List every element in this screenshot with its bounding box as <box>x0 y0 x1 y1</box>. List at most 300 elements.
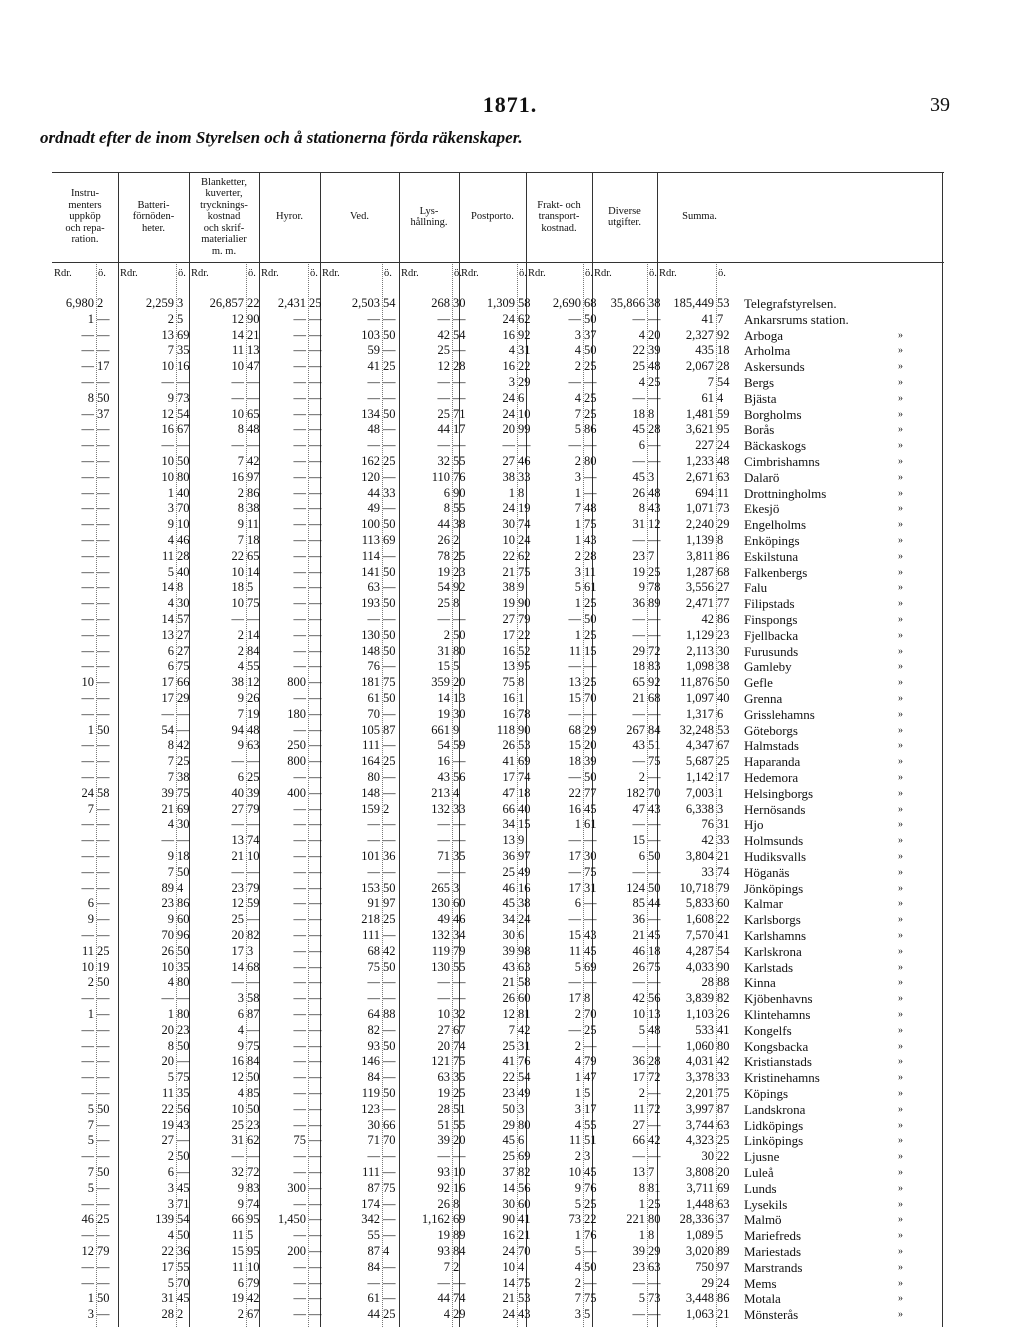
amount-rdr: — <box>81 327 94 342</box>
amount-rdr: 164 <box>361 754 380 769</box>
amount-ore: — <box>453 390 466 405</box>
amount-rdr: — <box>293 1275 306 1290</box>
amount-rdr: 3,808 <box>685 1165 714 1179</box>
amount-rdr: 75 <box>367 959 380 974</box>
amount-ore: 62 <box>247 1133 260 1148</box>
amount-rdr: 8 <box>638 501 645 516</box>
amount-rdr: — <box>293 943 306 958</box>
amount-ore: 80 <box>177 469 190 484</box>
station-name: Enköpings <box>744 533 800 548</box>
amount-rdr: 23 <box>161 896 174 911</box>
unit-ore-label: ö. <box>98 268 106 279</box>
amount-ore: 80 <box>453 643 466 658</box>
amount-ore: — <box>383 1291 396 1306</box>
amount-ore: 45 <box>648 928 661 942</box>
amount-rdr: 6 <box>167 643 174 658</box>
amount-ore: — <box>309 912 322 927</box>
amount-rdr: 6 <box>638 849 645 863</box>
amount-ore: 74 <box>247 833 260 848</box>
amount-rdr: 4,323 <box>685 1133 714 1148</box>
amount-ore: 4 <box>383 1244 390 1258</box>
amount-ore: 25 <box>383 912 396 927</box>
amount-rdr: 5 <box>574 1196 581 1211</box>
unit-ore-label: ö. <box>248 268 256 279</box>
amount-ore: — <box>97 1180 110 1195</box>
amount-rdr: 3,448 <box>685 1291 714 1306</box>
amount-ore: 4 <box>518 1259 525 1274</box>
amount-ore: 67 <box>717 738 730 753</box>
amount-rdr: 15 <box>568 928 581 942</box>
amount-rdr: 5 <box>167 1070 174 1085</box>
amount-ore: — <box>648 438 661 453</box>
amount-rdr: 44 <box>437 517 450 532</box>
amount-ore: 39 <box>247 785 260 800</box>
ditto-mark: » <box>898 1056 903 1068</box>
amount-rdr: 3,621 <box>685 422 714 437</box>
amount-ore: 50 <box>383 596 396 611</box>
amount-ore: 25 <box>97 943 110 958</box>
unit-ore-label: ö. <box>649 268 657 279</box>
amount-rdr: 25 <box>502 864 515 879</box>
amount-rdr: 27 <box>502 454 515 468</box>
amount-ore: 86 <box>717 1291 730 1306</box>
amount-ore: 42 <box>383 943 396 958</box>
amount-rdr: — <box>81 612 94 626</box>
amount-ore: 25 <box>717 1133 730 1148</box>
amount-rdr: 4 <box>508 343 515 358</box>
amount-ore: — <box>97 612 110 626</box>
amount-rdr: 17 <box>161 691 174 705</box>
amount-ore: 75 <box>247 596 260 611</box>
amount-rdr: 61 <box>367 1291 380 1306</box>
amount-ore: 80 <box>177 1007 190 1021</box>
amount-rdr: — <box>81 754 94 769</box>
amount-rdr: 23 <box>231 880 244 895</box>
amount-rdr: 21 <box>161 801 174 816</box>
amount-ore: — <box>584 912 597 927</box>
amount-ore: 6 <box>518 390 525 405</box>
amount-ore: 58 <box>518 975 531 990</box>
amount-rdr: — <box>632 612 645 626</box>
amount-rdr: 11 <box>161 548 174 563</box>
amount-ore: 38 <box>247 501 260 516</box>
amount-ore: 18 <box>177 849 190 863</box>
amount-ore: 98 <box>518 943 531 958</box>
amount-ore: — <box>97 738 110 753</box>
unit-rdr-label: Rdr. <box>401 268 419 279</box>
amount-ore: — <box>383 864 396 879</box>
amount-ore: 40 <box>177 564 190 579</box>
amount-ore: 50 <box>97 1101 110 1116</box>
amount-ore: — <box>584 438 597 453</box>
amount-rdr: — <box>293 1070 306 1085</box>
amount-ore: — <box>648 533 661 547</box>
ditto-mark: » <box>898 345 903 357</box>
amount-ore: 70 <box>584 691 597 705</box>
amount-ore: 48 <box>648 485 661 500</box>
amount-rdr: — <box>293 1038 306 1053</box>
amount-ore: 28 <box>648 422 661 437</box>
amount-ore: 56 <box>177 1101 190 1116</box>
amount-ore: 75 <box>717 1086 730 1100</box>
amount-rdr: 174 <box>361 1196 380 1211</box>
amount-rdr: 84 <box>367 1070 380 1085</box>
amount-ore: 2 <box>177 1307 184 1322</box>
amount-ore: 19 <box>518 501 531 516</box>
amount-rdr: — <box>81 533 94 547</box>
amount-ore: 68 <box>247 959 260 974</box>
amount-rdr: — <box>81 454 94 468</box>
amount-ore: 11 <box>584 564 597 579</box>
amount-rdr: 2,671 <box>685 469 714 484</box>
amount-rdr: 22 <box>161 1101 174 1116</box>
amount-ore: 22 <box>717 912 730 927</box>
amount-ore: 36 <box>177 1244 190 1258</box>
amount-rdr: 41 <box>367 359 380 374</box>
amount-ore: 33 <box>717 833 730 848</box>
table-subtitle: ordnadt efter de inom Styrelsen och å stationerna förda räkenskaper. <box>40 128 523 147</box>
ditto-mark: » <box>898 487 903 499</box>
amount-rdr: 5 <box>87 1101 94 1116</box>
amount-rdr: — <box>81 517 94 532</box>
amount-ore: 25 <box>584 1196 597 1211</box>
amount-ore: 24 <box>717 1275 730 1290</box>
amount-ore: 37 <box>584 327 597 342</box>
amount-rdr: — <box>568 375 581 389</box>
amount-ore: — <box>453 375 466 389</box>
amount-rdr: 70 <box>161 928 174 942</box>
ditto-mark: » <box>898 566 903 578</box>
amount-rdr: 12 <box>502 1007 515 1021</box>
amount-rdr: 14 <box>437 691 450 705</box>
amount-rdr: 265 <box>431 880 450 895</box>
amount-rdr: 113 <box>361 533 380 547</box>
amount-ore: — <box>309 564 322 579</box>
amount-rdr: — <box>293 991 306 1006</box>
amount-ore: — <box>247 754 260 769</box>
amount-ore: 74 <box>518 517 531 532</box>
amount-rdr: — <box>568 912 581 927</box>
amount-rdr: 2 <box>638 770 645 784</box>
amount-rdr: 227 <box>695 438 714 453</box>
amount-ore: — <box>383 1101 396 1116</box>
amount-rdr: 93 <box>437 1165 450 1179</box>
amount-ore: 54 <box>717 375 730 389</box>
amount-ore: 2 <box>383 801 390 816</box>
amount-ore: 8 <box>518 485 525 500</box>
amount-ore: — <box>383 1212 396 1227</box>
amount-ore: — <box>648 833 661 848</box>
amount-ore: 63 <box>717 1196 730 1211</box>
amount-ore: — <box>383 1149 396 1164</box>
amount-rdr: — <box>367 311 380 326</box>
amount-ore: 50 <box>177 943 190 958</box>
amount-ore: 50 <box>383 1086 396 1100</box>
amount-rdr: 1,139 <box>685 533 714 547</box>
station-name: Gefle <box>744 675 773 691</box>
amount-rdr: 30 <box>502 1196 515 1211</box>
amount-rdr: 139 <box>155 1212 174 1227</box>
amount-rdr: 94 <box>231 722 244 737</box>
amount-rdr: 59 <box>367 343 380 358</box>
amount-rdr: 7 <box>87 1165 94 1179</box>
amount-ore: 35 <box>177 959 190 974</box>
amount-ore: 29 <box>518 375 531 389</box>
ditto-mark: » <box>898 440 903 452</box>
amount-rdr: 9 <box>574 1180 581 1195</box>
amount-rdr: — <box>81 422 94 437</box>
amount-rdr: 63 <box>437 1070 450 1085</box>
amount-ore: 63 <box>717 469 730 484</box>
amount-rdr: 4 <box>574 1117 581 1132</box>
amount-rdr: 30 <box>701 1149 714 1164</box>
ditto-mark: » <box>898 503 903 515</box>
amount-rdr: 11 <box>81 943 94 958</box>
amount-ore: 74 <box>717 864 730 879</box>
amount-ore: — <box>383 438 396 453</box>
amount-rdr: 11 <box>231 343 244 358</box>
amount-rdr: 32 <box>437 454 450 468</box>
amount-ore: 53 <box>717 722 730 737</box>
amount-ore: 43 <box>584 533 597 547</box>
amount-ore: — <box>584 1038 597 1053</box>
amount-ore: — <box>309 454 322 468</box>
unit-ore-label: ö. <box>718 268 726 279</box>
amount-rdr: 32,248 <box>679 722 714 737</box>
station-name: Linköpings <box>744 1133 804 1149</box>
amount-rdr: 28 <box>437 1101 450 1116</box>
amount-ore: — <box>97 833 110 848</box>
amount-ore: 50 <box>648 880 661 895</box>
amount-ore: 25 <box>584 596 597 611</box>
station-name: Kalmar <box>744 896 783 912</box>
amount-rdr: — <box>568 438 581 453</box>
amount-rdr: 47 <box>502 785 515 800</box>
amount-rdr: 2 <box>237 1307 244 1322</box>
amount-ore: — <box>97 596 110 611</box>
amount-ore: 25 <box>309 296 322 310</box>
unit-ore-label: ö. <box>585 268 593 279</box>
header-rule <box>52 262 944 263</box>
amount-ore: — <box>177 833 190 848</box>
amount-ore: 29 <box>453 1307 466 1322</box>
amount-rdr: — <box>437 390 450 405</box>
amount-rdr: 50 <box>502 1101 515 1116</box>
amount-ore: 74 <box>247 1196 260 1211</box>
amount-ore: 7 <box>717 311 724 326</box>
amount-ore: — <box>309 991 322 1006</box>
amount-rdr: 21 <box>632 691 645 705</box>
station-name: Bergs <box>744 375 775 390</box>
amount-rdr: 44 <box>367 1307 380 1322</box>
amount-rdr: 533 <box>695 1022 714 1037</box>
amount-ore: 35 <box>177 1086 190 1100</box>
amount-ore: 48 <box>648 1022 661 1037</box>
amount-rdr: 2 <box>574 1038 581 1053</box>
amount-ore: 20 <box>717 1165 730 1179</box>
amount-ore: — <box>97 548 110 563</box>
amount-ore: 60 <box>717 896 730 911</box>
amount-ore: 25 <box>584 359 597 374</box>
amount-ore: — <box>177 1054 190 1069</box>
amount-ore: 54 <box>717 943 730 958</box>
amount-rdr: 130 <box>431 959 450 974</box>
amount-ore: 75 <box>518 1275 531 1290</box>
amount-ore: 63 <box>648 1259 661 1274</box>
amount-rdr: — <box>81 880 94 895</box>
amount-rdr: — <box>632 1275 645 1290</box>
amount-rdr: — <box>568 770 581 784</box>
amount-rdr: 26 <box>502 991 515 1006</box>
amount-rdr: — <box>293 612 306 626</box>
amount-rdr: — <box>293 454 306 468</box>
ditto-mark: » <box>898 1230 903 1242</box>
amount-rdr: 23 <box>632 1259 645 1274</box>
station-name: Landskrona <box>744 1101 806 1117</box>
amount-ore: — <box>453 438 466 453</box>
amount-rdr: 7 <box>237 533 244 547</box>
amount-rdr: — <box>81 1038 94 1053</box>
amount-ore: 30 <box>177 596 190 611</box>
amount-ore: — <box>97 1275 110 1290</box>
amount-ore: 50 <box>97 1165 110 1179</box>
amount-ore: — <box>309 1307 322 1322</box>
amount-rdr: 2,431 <box>277 296 306 310</box>
amount-rdr: 31 <box>632 517 645 532</box>
amount-ore: 20 <box>584 738 597 753</box>
amount-rdr: 45 <box>502 1133 515 1148</box>
amount-ore: — <box>309 1007 322 1021</box>
station-name: Kjöbenhavns <box>744 991 813 1007</box>
amount-rdr: 2,503 <box>351 296 380 310</box>
amount-ore: — <box>648 975 661 990</box>
amount-ore: 69 <box>383 533 396 547</box>
ditto-mark: » <box>898 819 903 831</box>
amount-rdr: 4 <box>638 375 645 389</box>
amount-ore: — <box>383 375 396 389</box>
amount-ore: — <box>309 1086 322 1100</box>
amount-rdr: — <box>81 375 94 389</box>
amount-rdr: 27 <box>502 612 515 626</box>
ditto-mark: » <box>898 930 903 941</box>
station-name: Engelholms <box>744 517 807 533</box>
amount-ore: — <box>97 817 110 832</box>
amount-rdr: 19 <box>437 706 450 721</box>
amount-ore: — <box>247 375 260 389</box>
amount-ore: — <box>97 864 110 879</box>
amount-ore: 51 <box>584 1133 597 1148</box>
amount-ore: — <box>584 1244 597 1258</box>
amount-rdr: 87 <box>367 1244 380 1258</box>
ditto-mark: » <box>898 329 903 341</box>
amount-rdr: 28 <box>701 975 714 990</box>
amount-rdr: 120 <box>361 469 380 484</box>
station-name: Mariefreds <box>744 1228 802 1244</box>
amount-ore: 95 <box>518 659 531 674</box>
amount-ore: 76 <box>584 1180 597 1195</box>
amount-rdr: 10,718 <box>679 880 714 895</box>
amount-ore: 69 <box>177 801 190 816</box>
amount-ore: — <box>247 817 260 832</box>
amount-rdr: 8 <box>237 501 244 516</box>
amount-rdr: 12 <box>81 1244 94 1258</box>
amount-ore: 33 <box>453 801 466 816</box>
unit-rdr-label: Rdr. <box>461 268 479 279</box>
amount-ore: — <box>309 1149 322 1164</box>
amount-ore: 50 <box>97 1291 110 1306</box>
amount-rdr: 119 <box>431 943 450 958</box>
amount-ore: 29 <box>177 691 190 705</box>
amount-rdr: 18 <box>231 580 244 595</box>
amount-ore: — <box>97 438 110 453</box>
amount-ore: 25 <box>584 627 597 642</box>
amount-ore: — <box>309 975 322 990</box>
amount-ore: 42 <box>247 1291 260 1306</box>
amount-ore: 25 <box>247 770 260 784</box>
amount-ore: 8 <box>717 533 724 547</box>
amount-rdr: — <box>81 596 94 611</box>
amount-ore: 84 <box>247 1054 260 1069</box>
amount-rdr: — <box>293 596 306 611</box>
amount-rdr: 9 <box>237 1196 244 1211</box>
amount-rdr: 10 <box>568 1165 581 1179</box>
amount-ore: 45 <box>584 801 597 816</box>
amount-ore: 17 <box>453 422 466 437</box>
ditto-mark: » <box>898 914 903 926</box>
amount-ore: — <box>309 501 322 516</box>
amount-rdr: 19 <box>437 1228 450 1243</box>
amount-rdr: 17 <box>161 1259 174 1274</box>
amount-rdr: 10 <box>231 406 244 421</box>
ditto-mark: » <box>898 740 903 752</box>
station-name: Motala <box>744 1291 781 1307</box>
amount-rdr: 121 <box>431 1054 450 1069</box>
ditto-mark: » <box>898 519 903 531</box>
amount-rdr: — <box>293 880 306 895</box>
amount-rdr: 8 <box>443 501 450 516</box>
amount-ore: — <box>453 817 466 832</box>
ditto-mark: » <box>898 1214 903 1226</box>
amount-rdr: 18 <box>632 659 645 674</box>
amount-rdr: — <box>81 991 94 1006</box>
station-name: Karlshamns <box>744 928 807 943</box>
amount-ore: — <box>309 754 322 769</box>
ditto-mark: » <box>898 408 903 420</box>
amount-rdr: 43 <box>502 959 515 974</box>
amount-ore: — <box>648 1086 661 1100</box>
amount-rdr: 46 <box>502 880 515 895</box>
amount-ore: 14 <box>247 564 260 579</box>
amount-ore: 8 <box>518 675 525 690</box>
unit-rdr-label: Rdr. <box>54 268 72 279</box>
amount-rdr: 10 <box>81 675 94 690</box>
ditto-mark: » <box>898 803 903 815</box>
amount-rdr: 54 <box>437 580 450 595</box>
amount-rdr: 7 <box>707 375 714 389</box>
amount-rdr: 61 <box>701 390 714 405</box>
amount-rdr: 3,711 <box>686 1180 714 1195</box>
station-name: Finspongs <box>744 612 798 627</box>
amount-ore: — <box>97 1117 110 1132</box>
amount-rdr: 1 <box>167 1007 174 1021</box>
amount-rdr: — <box>231 1149 244 1164</box>
amount-ore: — <box>97 627 110 642</box>
amount-ore: 25 <box>648 1196 661 1211</box>
ditto-mark: » <box>898 1246 903 1257</box>
amount-ore: 96 <box>177 928 190 942</box>
amount-ore: — <box>309 517 322 532</box>
amount-rdr: 15 <box>231 1244 244 1258</box>
